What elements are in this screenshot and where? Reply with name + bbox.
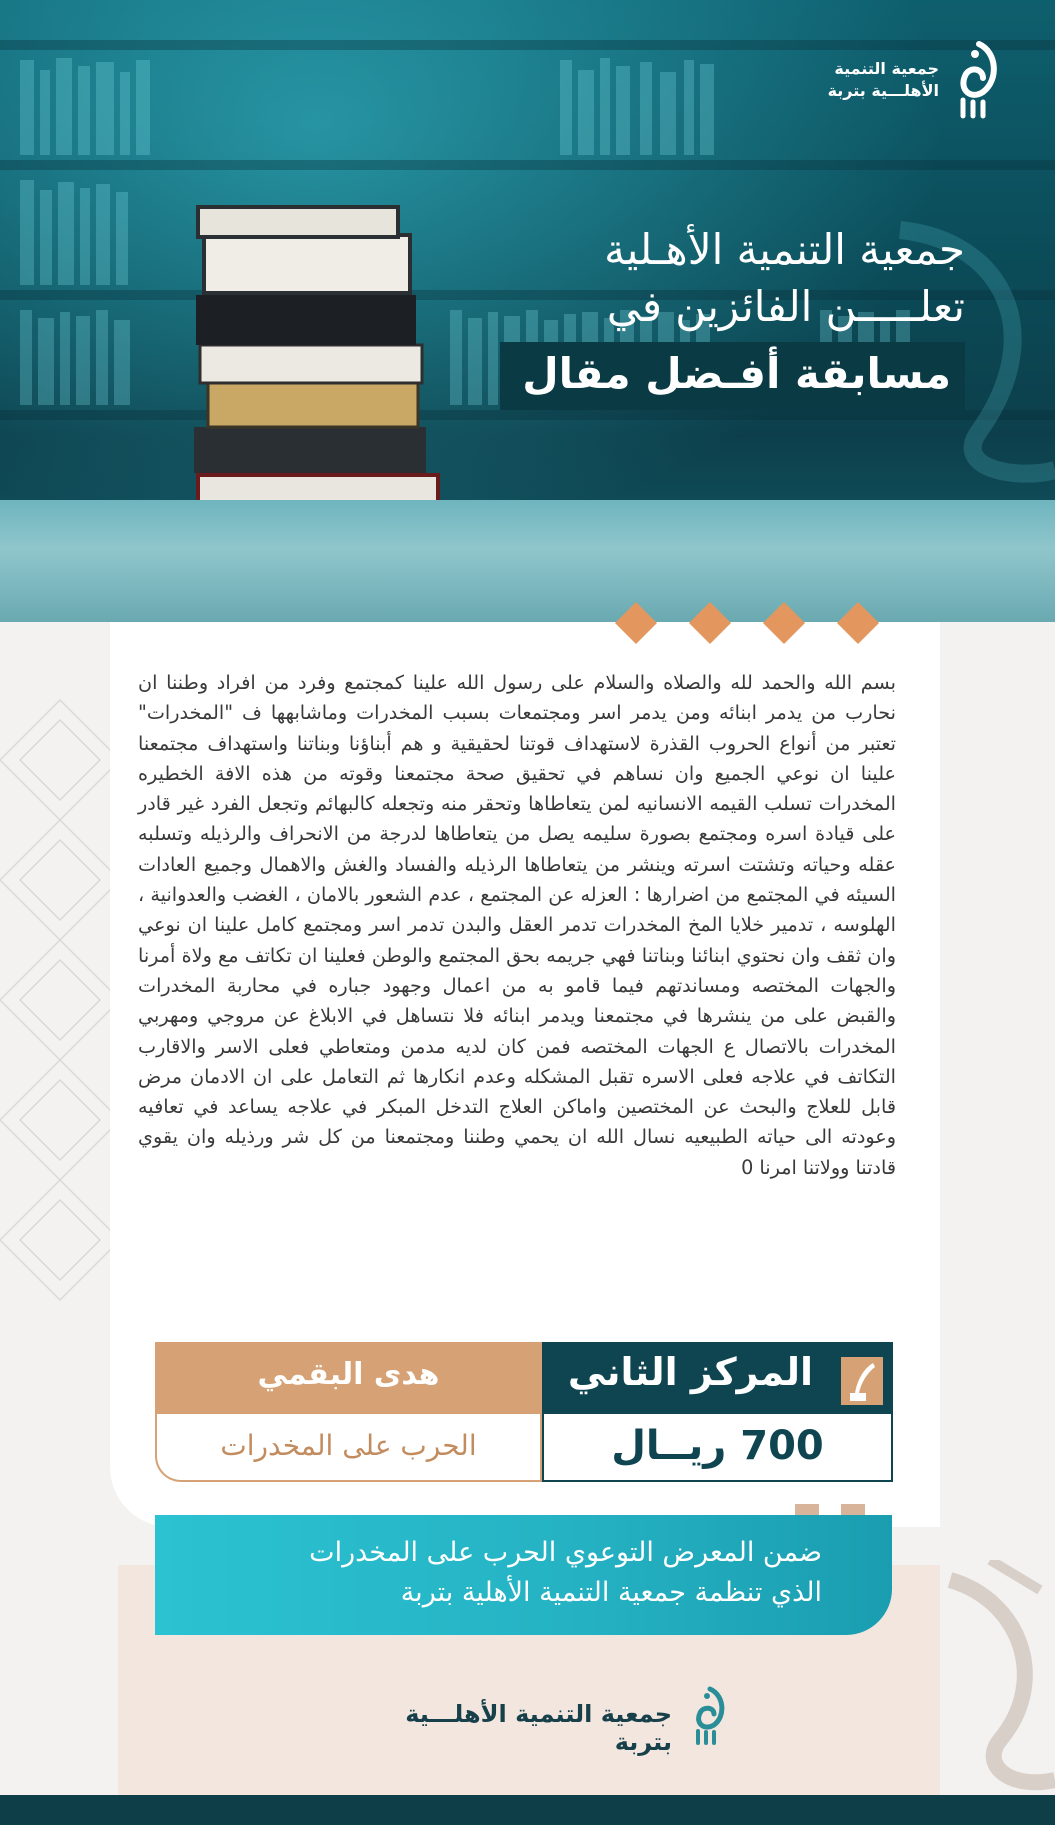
decorative-diamonds — [615, 602, 900, 644]
footer-logo — [330, 1686, 730, 1756]
exhibition-line2: الذي تنظمة جمعية التنمية الأهلية بتربة — [400, 1577, 822, 1608]
association-logo-icon — [688, 1686, 730, 1746]
calligraphy-decoration — [930, 1560, 1055, 1800]
rank-label: المركز الثاني — [567, 1350, 813, 1394]
prize-amount: 700 ريــال — [542, 1414, 893, 1482]
article-text: بسم الله والحمد لله والصلاه والسلام على رسول الله علينا كمجتمع وفرد من افراد وطننا ان نحارب من يدمر ابنائه ومن يدمر اسر ومجتمعات بسبب المخدرات وماشابهها ف "المخدرات" تعتبر من أنواع الحروب القذرة لاستهداف قوتنا لحقيقية و هم أبناؤنا وبناتنا واستهداف مجتمعنا علينا ان نوعي الجميع وان نساهم في تحقيق صحة مجتمعنا وقوته من هذه الافة الخطيره المخدرات تسلب القيمه الانسانيه لمن يتعاطاها وتحقر منه وتجعله كالبهائم وتجعل الفرد غير قادر على قيادة اسره ومجتمع بصورة سليمه يصل من يتعاطاها لدرجة من الانحراف والرذيله وتسلبه عقله وحياته وتشتت اسرته وينشر من يتعاطاها الرذيله والفساد والغش والاهمال وجميع العادات السيئه في المجتمع من اضرارها : العزله عن المجتمع ، عدم الشعور بالامان ، الغضب والعدوانية ، الهلوسه ، تدمير خلايا المخ المخدرات تدمر العقل والبدن تدمر اسر ومجتمع كامل علينا ان نوعي وان ثقف وان نحتوي ابنائنا وبناتنا فهي جريمه بحق المجتمع والوطن فعلينا ان تكاتف مع ولاة أمرنا والجهات المختصه ومساندتهم فيما قامو به من اعمال وجهود جباره في محاربة المخدرات والقبض على من ينشرها في مجتمعنا ويدمر ابنائه فلا نتساهل في الابلاغ عن مروجي ومهربي المخدرات بالاتصال ع الجهات المختصه فمن كان لديه مدمن ومتعاطي فعلى الاسر والاقارب التكاتف في علاجه فعلى الاسره تقبل المشكله وعدم انكارها ثم التعامل على ان الادمان مرض قابل للعلاج والبحث عن المختصين واماكن العلاج التدخل المبكر في علاجه يساعد في تعافيه وعودته الى حياته الطبيعيه نسال الله ان يحمي وطننا ومجتمعنا من كل شر ورذيله وان يقوي قادتنا وولاتنا امرنا 0 — [138, 671, 896, 1179]
hero-title-line3: مسابقة أفـضل مقال — [500, 342, 965, 410]
footer-bar — [0, 1795, 1055, 1825]
header-logo — [795, 40, 1005, 120]
footer-organization-name: جمعية التنمية الأهلـــية بتربة — [405, 1700, 672, 1756]
organization-name — [799, 58, 939, 102]
article-topic: الحرب على المخدرات — [155, 1414, 542, 1482]
winner-table — [155, 1342, 893, 1482]
organization-name-line1: جمعية التنمية — [834, 59, 939, 78]
winner-name: هدى البقمي — [155, 1342, 542, 1414]
hero-banner — [0, 0, 1055, 622]
association-logo-icon — [949, 40, 1005, 120]
hero-title-line1: جمعية التنمية الأهـلية — [604, 225, 965, 274]
quill-icon — [841, 1357, 883, 1405]
exhibition-banner — [155, 1515, 892, 1635]
hero-title — [445, 222, 965, 410]
hero-title-line2: تعلـــــن الفائزين في — [606, 282, 965, 331]
rank-header — [542, 1342, 893, 1414]
exhibition-line1: ضمن المعرض التوعوي الحرب على المخدرات — [309, 1537, 822, 1568]
organization-name-line2: الأهلـــية بتربة — [827, 81, 939, 100]
